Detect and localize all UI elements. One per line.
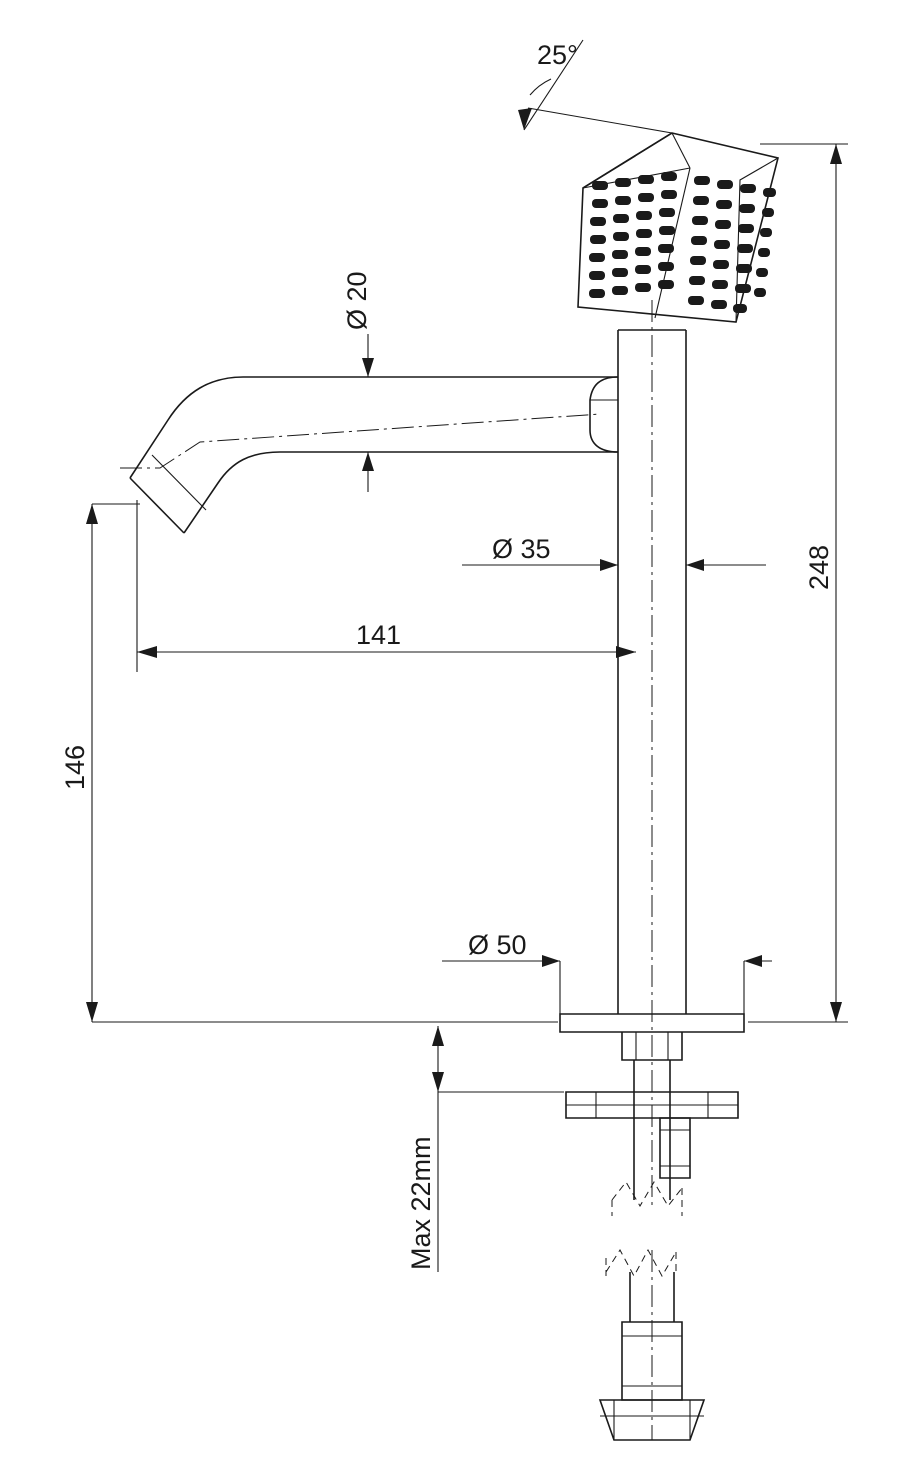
- dimension-reach: [137, 500, 636, 672]
- dimension-body-diameter: [462, 534, 766, 571]
- tap-spout: [130, 377, 618, 533]
- dimension-label-spout-height: 146: [60, 744, 90, 790]
- dimension-label-total-height: 248: [804, 544, 834, 590]
- center-lines: [120, 300, 652, 1440]
- dimension-base-diameter: [442, 930, 772, 1014]
- dimension-label-max-thickness: Max 22mm: [406, 1136, 436, 1270]
- tap-body-column: [560, 330, 744, 1032]
- dimension-max-thickness: [406, 1026, 564, 1272]
- mounting-shank-assembly: [566, 1032, 738, 1440]
- dimension-label-angle: 25°: [537, 40, 578, 70]
- knurl-texture-right: [688, 176, 776, 313]
- dimension-label-spout-diameter: Ø 20: [342, 271, 372, 330]
- dimension-label-reach: 141: [356, 620, 402, 650]
- dimension-label-base-diameter: Ø 50: [468, 930, 527, 960]
- handle-lever: [578, 133, 778, 322]
- dimension-spout-diameter: [342, 271, 374, 492]
- dimension-angle-25: [518, 40, 672, 133]
- dimension-label-body-diameter: Ø 35: [492, 534, 551, 564]
